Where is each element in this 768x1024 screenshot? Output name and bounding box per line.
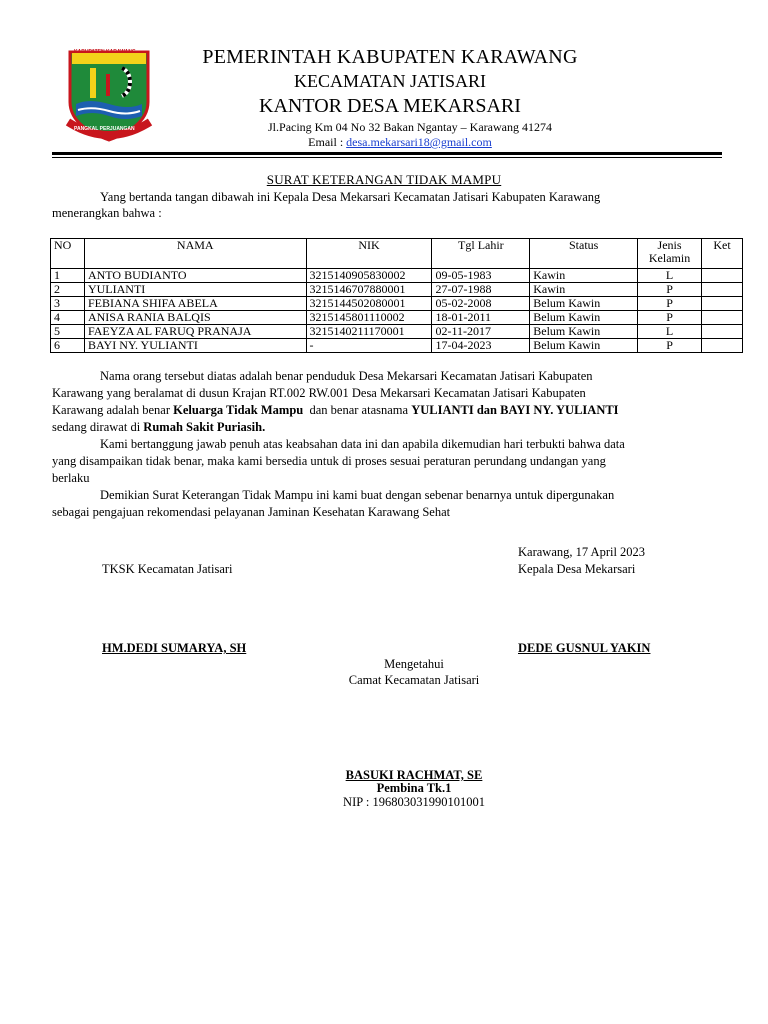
table-row <box>51 339 743 353</box>
table-row <box>51 325 743 339</box>
camat-nip: NIP : 196803031990101001 <box>343 795 485 809</box>
cell-status: Belum Kawin <box>530 297 638 311</box>
letterhead-divider-thick <box>52 152 722 155</box>
letter-body <box>52 368 712 521</box>
cell-ket <box>702 311 743 325</box>
left-signatory-title: TKSK Kecamatan Jatisari <box>102 562 233 576</box>
cell-jenis-kelamin: P <box>638 297 702 311</box>
cell-jenis-kelamin: L <box>638 269 702 283</box>
cell-ket <box>702 269 743 283</box>
cell-nama: BAYI NY. YULIANTI <box>84 339 306 353</box>
cell-tgl-lahir: 27-07-1988 <box>432 283 530 297</box>
cell-tgl-lahir: 18-01-2011 <box>432 311 530 325</box>
letterhead-district: KECAMATAN JATISARI <box>293 71 487 91</box>
letter-title: SURAT KETERANGAN TIDAK MAMPU <box>266 172 502 187</box>
cell-status: Kawin <box>530 283 638 297</box>
letterhead-office: KANTOR DESA MEKARSARI <box>259 95 521 117</box>
cell-status: Kawin <box>530 269 638 283</box>
cell-tgl-lahir: 09-05-1983 <box>432 269 530 283</box>
cell-tgl-lahir: 17-04-2023 <box>432 339 530 353</box>
letterhead-address: Jl.Pacing Km 04 No 32 Bakan Ngantay – Karawang 41274 <box>268 120 552 134</box>
cell-status: Belum Kawin <box>530 339 638 353</box>
emblem-top-text: KABUPATEN KARAWANG <box>74 49 136 55</box>
right-signatory-title: Kepala Desa Mekarsari <box>518 562 636 576</box>
intro-paragraph <box>52 189 712 221</box>
letterhead <box>140 44 640 150</box>
header-nama: NAMA <box>84 239 306 269</box>
cell-ket <box>702 325 743 339</box>
paragraph-1-line-1: Nama orang tersebut diatas adalah benar penduduk Desa Mekarsari Kecamatan Jatisari Kabupaten <box>100 369 593 383</box>
cell-jenis-kelamin: L <box>638 325 702 339</box>
cell-no: 4 <box>51 311 85 325</box>
header-jenis-kelamin: Jenis Kelamin <box>638 239 702 269</box>
cell-nik: 3215145801110002 <box>306 311 432 325</box>
cell-status: Belum Kawin <box>530 311 638 325</box>
place-date: Karawang, 17 April 2023 <box>518 545 646 559</box>
camat-rank: Pembina Tk.1 <box>376 781 452 795</box>
bold-hospital: Rumah Sakit Puriasih. <box>143 420 266 434</box>
cell-tgl-lahir: 05-02-2008 <box>432 297 530 311</box>
text-span: dan benar atasnama <box>303 403 412 417</box>
cell-nik: 3215140211170001 <box>306 325 432 339</box>
cell-ket <box>702 283 743 297</box>
cell-status: Belum Kawin <box>530 325 638 339</box>
bold-keluarga-tidak-mampu: Keluarga Tidak Mampu <box>173 403 304 417</box>
table-row <box>51 283 743 297</box>
table-header-row <box>51 239 743 269</box>
bold-names: YULIANTI dan BAYI NY. YULIANTI <box>411 403 619 417</box>
email-link[interactable]: desa.mekarsari18@gmail.com <box>346 135 492 149</box>
cell-nik: 3215146707880001 <box>306 283 432 297</box>
cell-nik: 3215140905830002 <box>306 269 432 283</box>
text-span: sedang dirawat di <box>52 420 144 434</box>
cell-jenis-kelamin: P <box>638 339 702 353</box>
header-status: Status <box>530 239 638 269</box>
intro-line-2: menerangkan bahwa : <box>52 206 162 220</box>
cell-nama: ANISA RANIA BALQIS <box>84 311 306 325</box>
cell-nik: - <box>306 339 432 353</box>
header-ket: Ket <box>702 239 743 269</box>
cell-nama: ANTO BUDIANTO <box>84 269 306 283</box>
emblem-bottom-text: PANGKAL PERJUANGAN <box>74 126 135 132</box>
cell-no: 2 <box>51 283 85 297</box>
cell-ket <box>702 339 743 353</box>
camat-name: BASUKI RACHMAT, SE <box>345 768 483 782</box>
paragraph-2-line-1: Kami bertanggung jawab penuh atas keabsahan data ini dan apabila dikemudian hari terbukti bahwa data <box>100 437 625 451</box>
table-row <box>51 269 743 283</box>
camat-title: Camat Kecamatan Jatisari <box>348 673 480 687</box>
paragraph-2-line-2: yang disampaikan tidak benar, maka kami bersedia untuk di proses sesuai peraturan perundang undangan yang <box>52 454 606 468</box>
paragraph-3-line-1: Demikian Surat Keterangan Tidak Mampu ini kami buat dengan sebenar benarnya untuk dipergunakan <box>100 488 615 502</box>
mengetahui-label: Mengetahui <box>384 657 444 671</box>
cell-no: 1 <box>51 269 85 283</box>
paragraph-1-line-3 <box>52 402 712 419</box>
left-signatory-name: HM.DEDI SUMARYA, SH <box>102 641 247 655</box>
header-no: NO <box>51 239 85 269</box>
email-label: Email : <box>308 135 344 149</box>
table-row <box>51 311 743 325</box>
header-nik: NIK <box>306 239 432 269</box>
paragraph-2-line-3: berlaku <box>52 471 90 485</box>
cell-jenis-kelamin: P <box>638 283 702 297</box>
letterhead-government: PEMERINTAH KABUPATEN KARAWANG <box>202 46 578 68</box>
intro-line-1: Yang bertanda tangan dibawah ini Kepala Desa Mekarsari Kecamatan Jatisari Kabupaten Karawang <box>100 190 601 204</box>
family-members-table <box>50 238 743 353</box>
cell-no: 6 <box>51 339 85 353</box>
paragraph-1-line-4 <box>52 419 712 436</box>
right-signatory-name: DEDE GUSNUL YAKIN <box>518 641 651 655</box>
cell-nik: 3215144502080001 <box>306 297 432 311</box>
letterhead-divider-thin <box>52 157 722 158</box>
cell-no: 5 <box>51 325 85 339</box>
paragraph-1-line-2: Karawang yang beralamat di dusun Krajan RT.002 RW.001 Desa Mekarsari Kecamatan Jatisari Kabupaten <box>52 386 586 400</box>
paragraph-3-line-2: sebagai pengajuan rekomendasi pelayanan Jaminan Kesehatan Karawang Sehat <box>52 505 451 519</box>
cell-tgl-lahir: 02-11-2017 <box>432 325 530 339</box>
cell-nama: FAEYZA AL FARUQ PRANAJA <box>84 325 306 339</box>
cell-nama: FEBIANA SHIFA ABELA <box>84 297 306 311</box>
cell-nama: YULIANTI <box>84 283 306 297</box>
text-span: Karawang adalah benar <box>52 403 174 417</box>
cell-jenis-kelamin: P <box>638 311 702 325</box>
table-row <box>51 297 743 311</box>
letterhead-email-line <box>140 135 640 150</box>
cell-ket <box>702 297 743 311</box>
cell-no: 3 <box>51 297 85 311</box>
header-tgl-lahir: Tgl Lahir <box>432 239 530 269</box>
